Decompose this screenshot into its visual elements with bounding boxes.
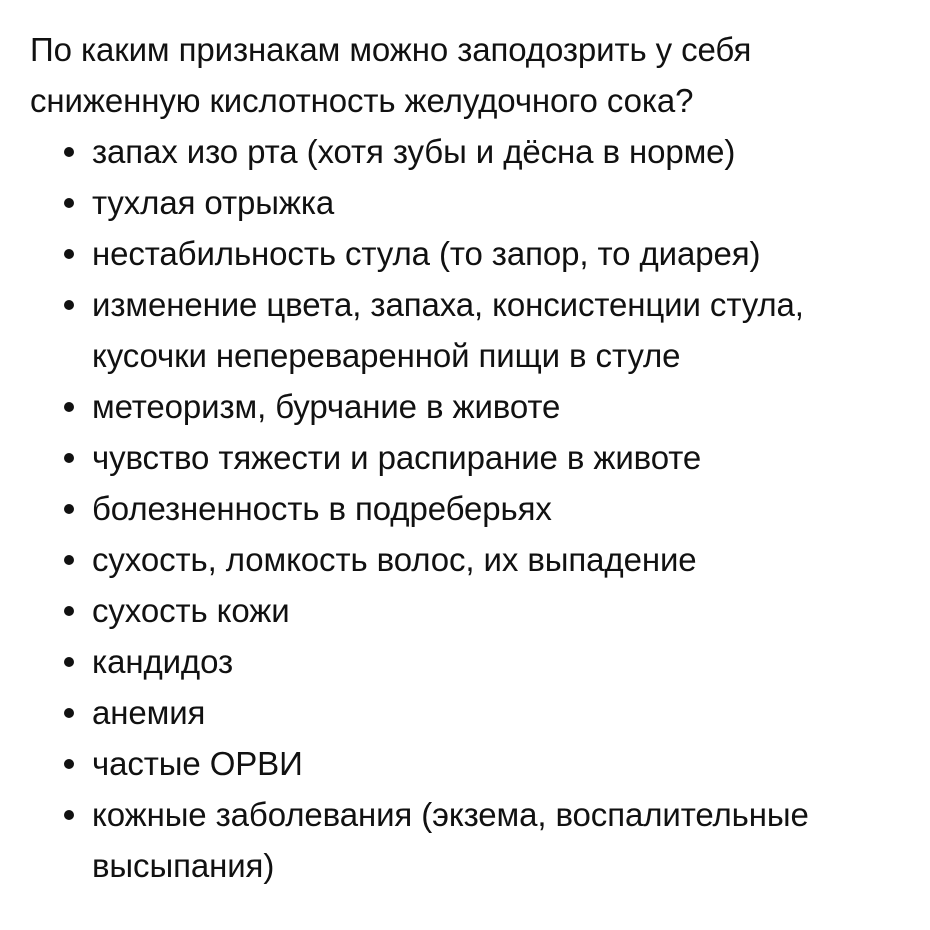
bullet-icon: [64, 708, 74, 718]
list-item: [30, 126, 910, 177]
symptom-list: [30, 126, 910, 891]
list-item-text: запах изо рта (хотя зубы и дёсна в норме): [92, 133, 736, 170]
bullet-icon: [64, 657, 74, 667]
bullet-icon: [64, 147, 74, 157]
list-item: [30, 483, 910, 534]
bullet-icon: [64, 198, 74, 208]
bullet-icon: [64, 453, 74, 463]
list-item: [30, 177, 910, 228]
list-item-text: нестабильность стула (то запор, то диарея): [92, 235, 761, 272]
list-item: [30, 534, 910, 585]
list-item-text: метеоризм, бурчание в животе: [92, 388, 561, 425]
list-item: [30, 432, 910, 483]
bullet-icon: [64, 504, 74, 514]
list-item: [30, 381, 910, 432]
list-item-text: кожные заболевания (экзема, воспалительные высыпания): [92, 796, 809, 884]
question-text: По каким признакам можно заподозрить у себя сниженную кислотность желудочного сока?: [30, 31, 752, 119]
list-item-text: сухость, ломкость волос, их выпадение: [92, 541, 697, 578]
list-item: [30, 636, 910, 687]
bullet-icon: [64, 759, 74, 769]
list-item: [30, 687, 910, 738]
list-item-text: изменение цвета, запаха, консистенции стула, кусочки непереваренной пищи в стуле: [92, 286, 804, 374]
bullet-icon: [64, 402, 74, 412]
list-item: [30, 228, 910, 279]
bullet-icon: [64, 606, 74, 616]
list-item-text: сухость кожи: [92, 592, 290, 629]
list-item-text: кандидоз: [92, 643, 233, 680]
list-item-text: чувство тяжести и распирание в животе: [92, 439, 702, 476]
bullet-icon: [64, 555, 74, 565]
list-item-text: частые ОРВИ: [92, 745, 303, 782]
list-item-text: анемия: [92, 694, 206, 731]
bullet-icon: [64, 249, 74, 259]
bullet-icon: [64, 810, 74, 820]
list-item: [30, 279, 910, 381]
list-item: [30, 738, 910, 789]
document-body: [30, 24, 910, 891]
bullet-icon: [64, 300, 74, 310]
list-item-text: тухлая отрыжка: [92, 184, 335, 221]
list-item: [30, 789, 910, 891]
list-item: [30, 585, 910, 636]
list-item-text: болезненность в подреберьях: [92, 490, 552, 527]
